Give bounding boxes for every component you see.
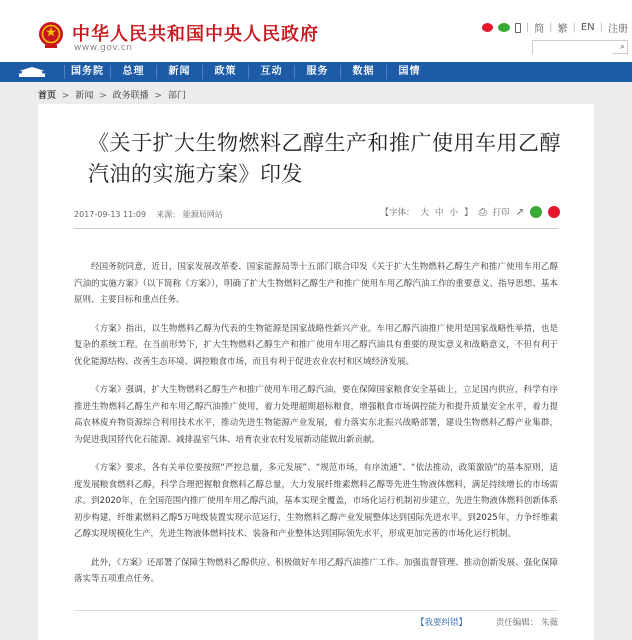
site-header <box>0 0 632 62</box>
tiananmen-icon <box>15 66 49 78</box>
mobile-icon[interactable] <box>515 23 521 33</box>
article-meta <box>74 209 223 220</box>
font-size-large[interactable]: 大 <box>420 208 430 218</box>
home-link[interactable] <box>0 62 64 82</box>
search-input[interactable] <box>533 48 613 60</box>
footer-divider <box>74 610 558 611</box>
print-button[interactable]: 打印 <box>492 208 510 218</box>
nav-item-interaction[interactable]: 互动 <box>248 65 294 79</box>
link-register[interactable]: 注册 <box>608 24 628 35</box>
article-tools <box>381 206 560 218</box>
editor-name: 朱薇 <box>540 618 558 628</box>
nav-item-premier[interactable]: 总理 <box>110 65 156 79</box>
font-size-close: 】 <box>464 208 473 218</box>
site-url[interactable]: www.gov.cn <box>74 43 133 53</box>
article-panel <box>38 104 594 640</box>
editor-label: 责任编辑： <box>495 618 539 628</box>
paragraph: 《方案》强调，扩大生物燃料乙醇生产和推广使用车用乙醇汽油，要在保障国家粮食安全基础上，立足国内供应，科学有序推进生物燃料乙醇生产和车用乙醇汽油推广使用，着力处理超期超标粮食，增强粮食市场调控能力和提升质量安全水平，着力提高农林废弃物资源综合利用技术水平，推动先进生物能源产业发展，着力落实东北振兴战略部署，建设生物燃料乙醇产业集群，为促进我国替代化石能源、减排温室气体、培育农业农村发展新动能做出新贡献。 <box>74 385 558 445</box>
nav-item-state-council[interactable]: 国务院 <box>64 65 110 79</box>
divider: | <box>525 22 530 33</box>
nav-item-policy[interactable]: 政策 <box>202 65 248 79</box>
article-title: 《关于扩大生物燃料乙醇生产和推广使用车用乙醇汽油的实施方案》印发 <box>88 131 561 186</box>
font-size-small[interactable]: 小 <box>449 208 459 218</box>
national-emblem-icon[interactable] <box>38 21 64 49</box>
font-size-label: 【字体： <box>380 208 415 218</box>
breadcrumb-gov-news[interactable]: 政务联播 <box>112 91 149 101</box>
link-english[interactable]: EN <box>580 22 595 33</box>
divider: | <box>572 22 576 33</box>
breadcrumb-separator: > <box>154 91 163 101</box>
breadcrumb-news[interactable]: 新闻 <box>75 91 94 101</box>
article-body <box>74 259 558 600</box>
paragraph: 经国务院同意，近日，国家发展改革委、国家能源局等十五部门联合印发《关于扩大生物燃料乙醇生产和推广使用车用乙醇汽油的实施方案》（以下简称《方案》），明确了扩大生物燃料乙醇生产和推广使用车用乙醇汽油工作的重要意义、指导思想、基本原则、主要目标和重点任务。 <box>74 262 558 305</box>
nav-item-services[interactable]: 服务 <box>294 65 340 79</box>
divider: | <box>599 22 603 33</box>
weibo-icon[interactable] <box>482 23 493 32</box>
link-simplified[interactable]: 简 <box>534 24 545 35</box>
top-tools <box>482 20 628 35</box>
report-error-link[interactable]: 【我要纠错】 <box>416 618 468 628</box>
search-box <box>532 40 628 54</box>
search-icon[interactable]: ⌕ <box>619 42 625 52</box>
nav-item-news[interactable]: 新闻 <box>156 65 202 79</box>
breadcrumb-departments[interactable]: 部门 <box>167 91 186 101</box>
breadcrumb-separator: > <box>99 91 107 101</box>
weibo-share-icon[interactable] <box>548 206 560 218</box>
paragraph: 《方案》要求，各有关单位要按照“严控总量，多元发展”、“规范市场，有序流通”、“依法推动，政策激励”的基本原则，适度发展粮食燃料乙醇，科学合理把握粮食燃料乙醇总量，大力发展纤维素燃料乙醇等先进生物液体燃料，满足持续增长的市场需求。到2020年，在全国范围内推广使用车用乙醇汽油，基本实现全覆盖，市场化运行机制初步建立，先进生物液体燃料创新体系初步构建，纤维素燃料乙醇5万吨级装置实现示范运行，生物燃料乙醇产业发展整体达到国际先进水平。到2025年，力争纤维素乙醇实现规模化生产，先进生物液体燃料技术、装备和产业整体达到国际领先水平，形成更加完善的市场化运行机制。 <box>74 463 558 539</box>
breadcrumb-home[interactable]: 首页 <box>38 91 57 101</box>
print-icon[interactable]: ⎙ <box>478 206 487 218</box>
link-traditional[interactable]: 繁 <box>557 24 568 35</box>
publish-datetime: 2017-09-13 11:09 <box>74 210 147 219</box>
font-size-medium[interactable]: 中 <box>435 208 444 218</box>
source-label: 来源： <box>156 210 181 219</box>
site-title[interactable]: 中华人民共和国中央人民政府 <box>72 24 319 45</box>
main-nav <box>0 62 632 82</box>
share-icon[interactable]: ↗ <box>515 206 524 218</box>
paragraph: 此外，《方案》还部署了保障生物燃料乙醇供应、积极做好车用乙醇汽油推广工作、加强监督管理、推动创新发展、强化保障落实等五项重点任务。 <box>74 557 558 584</box>
nav-item-national-info[interactable]: 国情 <box>386 65 432 79</box>
nav-item-data[interactable]: 数据 <box>340 65 386 79</box>
wechat-icon[interactable] <box>498 23 510 32</box>
divider: | <box>549 22 553 33</box>
paragraph: 《方案》指出，以生物燃料乙醇为代表的生物能源是国家战略性新兴产业。车用乙醇汽油推广使用是国家战略性举措，也是复杂的系统工程。在当前形势下，扩大生物燃料乙醇生产和推广使用车用乙醇汽油具有重要的现实意义和战略意义，不但有利于优化能源结构、改善生态环境、调控粮食市场，而且有利于促进农业农村和区域经济发展。 <box>74 323 558 367</box>
article-footer <box>416 616 558 628</box>
meta-divider <box>74 228 558 229</box>
breadcrumb-separator: > <box>61 91 70 101</box>
wechat-share-icon[interactable] <box>530 206 542 218</box>
breadcrumb <box>38 88 186 101</box>
source-name: 能源局网站 <box>182 210 223 219</box>
